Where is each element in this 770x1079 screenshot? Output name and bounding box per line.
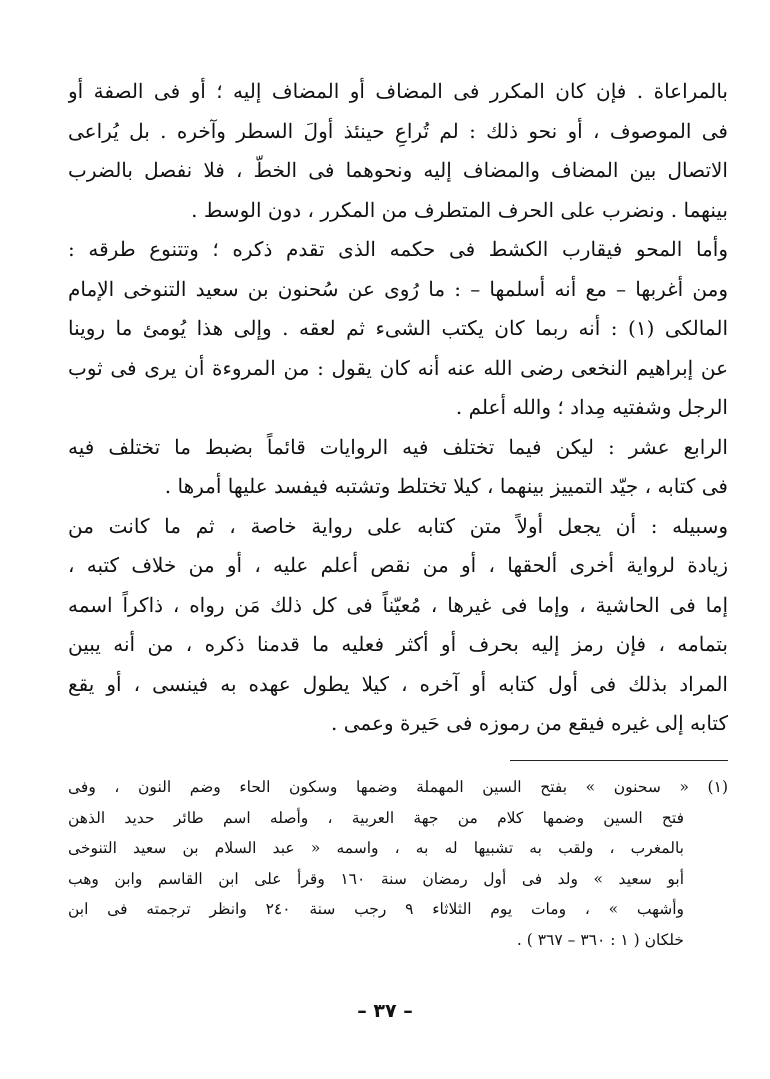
main-text bbox=[68, 72, 728, 744]
footnote-separator bbox=[510, 760, 728, 761]
page-number: – ٣٧ – bbox=[357, 1000, 413, 1022]
footnote-line: خلكان ( ١ : ٣٦٠ – ٣٦٧ ) . bbox=[516, 930, 684, 949]
text-line: المراد بذلك فى أول كتابه أو آخره ، كيلا يطول عهده به فينسى ، أو يقع bbox=[68, 671, 728, 696]
text-line: وأما المحو فيقارب الكشط فى حكمه الذى تقدم ذكره ؛ وتتنوع طرقه : bbox=[68, 237, 728, 261]
footnotes bbox=[68, 772, 728, 955]
text-line: بينهما . ونضرب على الحرف المتطرف من المكرر ، دون الوسط . bbox=[191, 197, 728, 222]
footnote-line: وأشهب » ، ومات يوم الثلاثاء ٩ رجب سنة ٢٤٠ وانظر ترجمته فى ابن bbox=[68, 900, 684, 918]
text-line: فى كتابه ، جيّد التمييز بينهما ، كيلا تختلط وتشتبه فيفسد عليها أمرها . bbox=[164, 474, 728, 498]
text-line: الرجل وشفتيه مِداد ؛ والله أعلم . bbox=[455, 395, 728, 419]
text-line: إما فى الحاشية ، وإما فى غيرها ، مُعيّناً فى كل ذلك مَن رواه ، ذاكراً اسمه bbox=[68, 592, 728, 617]
text-line: زيادة لرواية أخرى ألحقها ، أو من نقص أعلم عليه ، أو من خلاف كتبه ، bbox=[68, 553, 728, 577]
footnote-line: أبو سعيد » ولد فى أول رمضان سنة ١٦٠ وقرأ على ابن القاسم وابن وهب bbox=[68, 869, 684, 888]
text-line: الرابع عشر : ليكن فيما تختلف فيه الروايات قائماً بضبط ما تختلف فيه bbox=[68, 434, 728, 459]
text-line: فى الموصوف ، أو نحو ذلك : لم تُراعِ حينئذ أولَ السطر وآخره . بل يُراعى bbox=[68, 118, 728, 143]
footnote-line: فتح السين وضمها كلام من جهة العربية ، وأصله اسم طائر حديد الذهن bbox=[68, 808, 684, 827]
text-line: عن إبراهيم النخعى رضى الله عنه أنه كان يقول : من المروءة أن يرى فى ثوب bbox=[68, 355, 728, 380]
text-line: وسبيله : أن يجعل أولاً متن كتابه على رواية خاصة ، ثم ما كانت من bbox=[68, 513, 728, 538]
text-line: ومن أغربها – مع أنه أسلمها – : ما رُوى عن سُحنون بن سعيد التنوخى الإمام bbox=[68, 276, 728, 301]
text-line: الاتصال بين المضاف والمضاف إليه ونحوهما فى الخطّ ، فلا نفصل بالضرب bbox=[68, 158, 728, 182]
text-line: بتمامه ، فإن رمز إليه بحرف أو أكثر فعليه ما قدمنا ذكره ، من أنه يبين bbox=[68, 632, 728, 656]
text-line: كتابه إلى غيره فيقع من رموزه فى حَيرة وعمى . bbox=[331, 711, 728, 735]
text-line: بالمراعاة . فإن كان المكرر فى المضاف أو المضاف إليه ؛ أو فى الصفة أو bbox=[68, 79, 728, 103]
footnote-line: بالمغرب ، ولقب به تشبيها له به ، واسمه « عبد السلام بن سعيد التنوخى bbox=[68, 839, 684, 857]
text-line: المالكى (١) : أنه ربما كان يكتب الشىء ثم لعقه . وإلى هذا يُومئ ما روينا bbox=[68, 316, 728, 340]
footnote-line: (١) « سحنون » بفتح السين المهملة وضمها وسكون الحاء وضم النون ، وفى bbox=[68, 778, 728, 796]
